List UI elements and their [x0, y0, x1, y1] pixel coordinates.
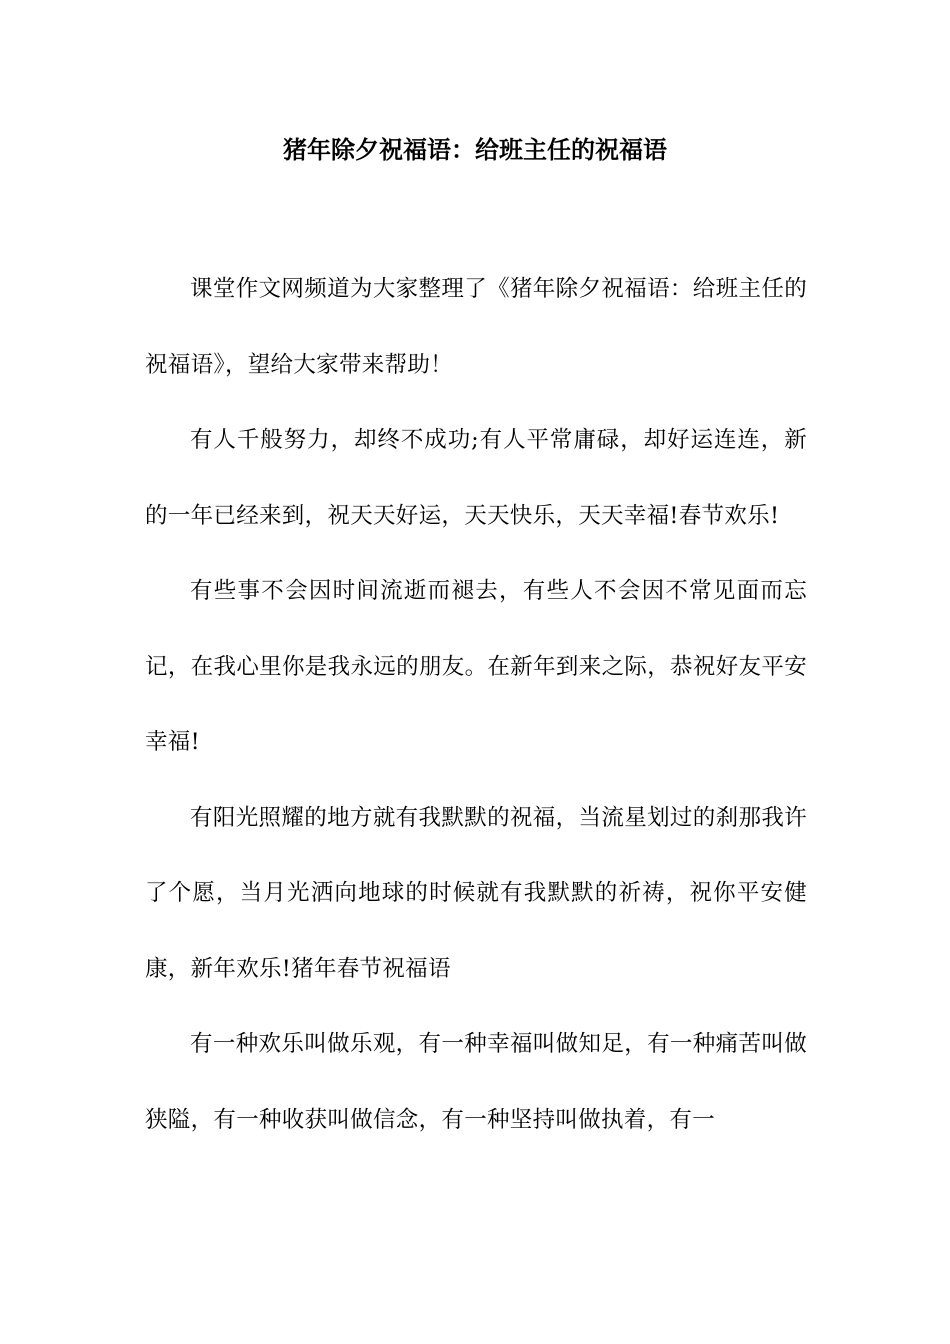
- paragraph-intro: 课堂作文网频道为大家整理了《猪年除夕祝福语：给班主任的祝福语》，望给大家带来帮助！: [145, 276, 807, 378]
- document-title: 猪年除夕祝福语：给班主任的祝福语: [283, 136, 667, 164]
- paragraph-blessing-1: 有人千般努力，却终不成功;有人平常庸碌，却好运连连，新的一年已经来到，祝天天好运，天天快乐，天天幸福!春节欢乐!: [145, 427, 807, 529]
- paragraph-blessing-3: 有阳光照耀的地方就有我默默的祝福，当流星划过的刹那我许了个愿，当月光洒向地球的时候就有我默默的祈祷，祝你平安健康，新年欢乐!猪年春节祝福语: [145, 804, 807, 982]
- paragraph-blessing-4: 有一种欢乐叫做乐观，有一种幸福叫做知足，有一种痛苦叫做狭隘，有一种收获叫做信念，有一种坚持叫做执着，有一: [145, 1031, 807, 1133]
- paragraph-blessing-2: 有些事不会因时间流逝而褪去，有些人不会因不常见面而忘记，在我心里你是我永远的朋友。在新年到来之际，恭祝好友平安幸福!: [145, 578, 807, 755]
- document-body: [145, 252, 807, 1158]
